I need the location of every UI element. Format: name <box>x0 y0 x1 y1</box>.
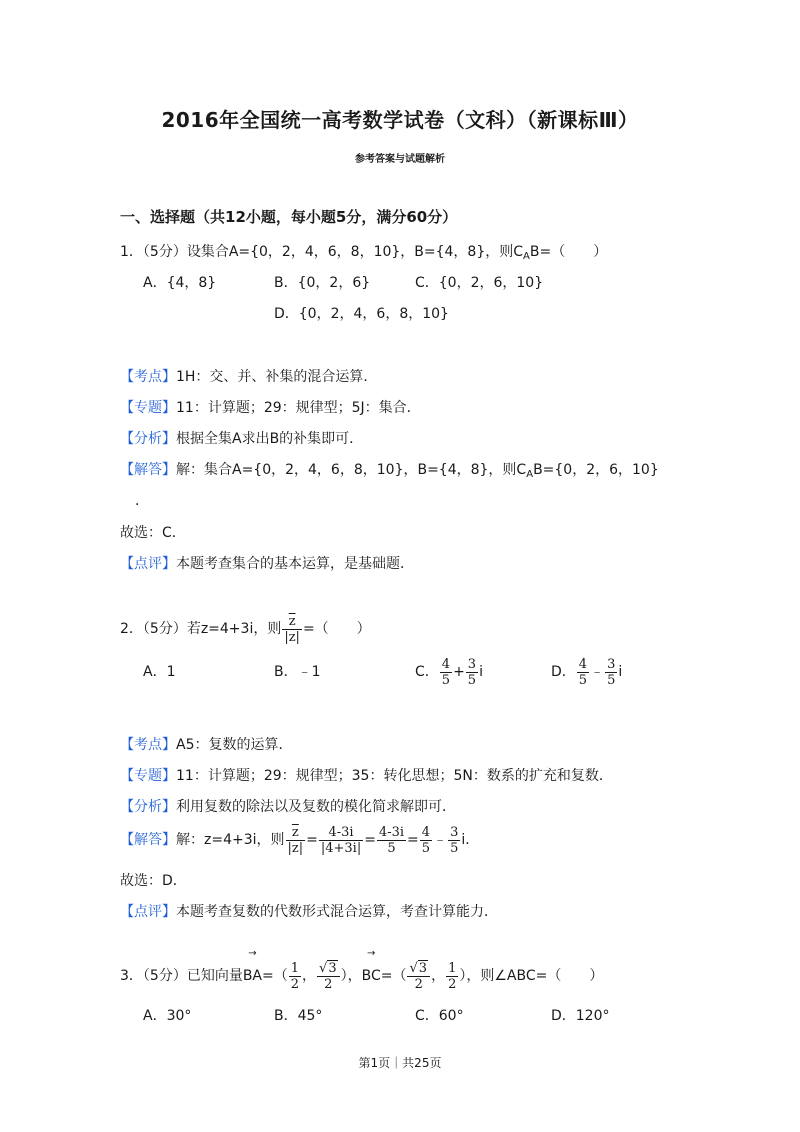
q3-stem-text: 3．（5分）已知向量 <box>120 968 243 984</box>
q2-dianping <box>120 902 498 922</box>
q2-option-b: B．﹣1 <box>274 664 321 680</box>
zhuanti-tag: 【专题】 <box>120 768 176 784</box>
equals-paren: =（ <box>380 968 407 984</box>
q1-stem-tail: B=（ ） <box>529 244 608 260</box>
q2-answer: 故选：D． <box>120 873 187 889</box>
frac-denominator: 2 <box>448 976 457 992</box>
q1-stem <box>120 242 607 267</box>
close-paren: ）， <box>340 968 362 984</box>
frac-numerator-sqrt <box>407 961 430 977</box>
frac-denominator: |z| <box>287 840 304 856</box>
fraction <box>317 961 340 992</box>
dianping-text: 本题考查复数的代数形式混合运算，考查计算能力． <box>176 904 498 920</box>
frac-numerator: 4 <box>578 656 588 672</box>
frac-denominator: 2 <box>324 976 333 992</box>
fraction <box>446 961 458 992</box>
q1-stem-subscript: A <box>523 251 530 262</box>
frac-numerator: 4-3i <box>378 824 405 840</box>
vector-label: BA <box>242 968 263 984</box>
q2-stem <box>120 612 371 646</box>
fenxi-tag: 【分析】 <box>120 431 176 447</box>
frac-denominator: 5 <box>441 672 451 688</box>
zhuanti-tag: 【专题】 <box>120 400 176 416</box>
frac-denominator: 5 <box>578 672 588 688</box>
jieda-tag: 【解答】 <box>120 832 176 848</box>
fraction <box>407 961 430 992</box>
dianping-tag: 【点评】 <box>120 904 176 920</box>
q1-stem-text: 1．（5分）设集合A={0，2，4，6，8，10}，B={4，8}，则C <box>120 244 524 260</box>
radicand: 3 <box>418 960 428 976</box>
fraction <box>420 825 432 856</box>
frac-denominator: 5 <box>387 840 396 856</box>
q2-jieda <box>120 823 479 857</box>
q1-fenxi <box>120 429 363 449</box>
vector-arrow-icon: → <box>248 948 257 959</box>
q2-fenxi <box>120 797 456 817</box>
fraction <box>377 825 406 856</box>
kaodian-text: 1H：交、并、补集的混合运算． <box>176 369 378 385</box>
jieda-tag: 【解答】 <box>120 462 176 478</box>
dianping-tag: 【点评】 <box>120 556 176 572</box>
q3-stem-tail: ），则∠ABC=（ ） <box>459 968 604 984</box>
q2-kaodian <box>120 735 292 755</box>
fenxi-text: 利用复数的除法以及复数的模化简求解即可． <box>176 799 456 815</box>
frac-denominator: 5 <box>450 840 459 856</box>
imag-unit: i <box>618 664 623 680</box>
option-label: D． <box>551 664 576 680</box>
frac-denominator: 5 <box>607 672 616 688</box>
frac-denominator: |z| <box>284 629 300 645</box>
fenxi-tag: 【分析】 <box>120 799 176 815</box>
vector-ba <box>242 948 263 994</box>
q3-option-c: C．60° <box>415 1008 464 1024</box>
q1-option-c: C．{0，2，6，10} <box>415 275 544 291</box>
sqrt-icon: √3 <box>409 960 428 976</box>
option-label: C． <box>415 664 439 680</box>
jieda-tail: i． <box>461 832 480 848</box>
page-subtitle: 参考答案与试题解析 <box>355 154 445 165</box>
frac-numerator-sqrt <box>317 961 340 977</box>
fraction <box>448 825 460 856</box>
q2-stem-tail: =（ ） <box>302 621 371 637</box>
comma: ， <box>302 968 317 984</box>
frac-numerator: 3 <box>450 824 459 840</box>
q1-zhuanti <box>120 398 421 418</box>
q1-jieda-cont: ． <box>135 493 149 509</box>
q2-option-a: A．1 <box>143 664 176 680</box>
equals-sign: = <box>407 832 419 848</box>
fraction <box>605 657 617 688</box>
equals-paren: =（ <box>262 968 288 984</box>
frac-denominator: 2 <box>290 976 300 992</box>
jieda-tail: B={0，2，6，10} <box>533 462 659 478</box>
frac-numerator: 1 <box>290 960 300 976</box>
q2-option-c <box>415 655 483 689</box>
operator: ﹣ <box>590 664 605 680</box>
frac-numerator: 3 <box>467 656 477 672</box>
frac-denominator: 5 <box>421 840 431 856</box>
fraction <box>577 657 589 688</box>
q1-dianping <box>120 554 414 574</box>
dianping-text: 本题考查集合的基本运算，是基础题． <box>176 556 414 572</box>
operator: + <box>453 664 465 680</box>
q1-kaodian <box>120 367 377 387</box>
fraction <box>319 825 363 856</box>
jieda-subscript: A <box>526 469 534 480</box>
page-footer: 第1页｜共25页 <box>358 1056 442 1070</box>
q1-answer: 故选：C． <box>120 525 186 541</box>
jieda-text: 解：集合A={0，2，4，6，8，10}，B={4，8}，则C <box>176 462 527 478</box>
page-title: 2016年全国统一高考数学试卷（文科）（新课标Ⅲ） <box>161 108 639 132</box>
q1-option-d: D．{0，2，4，6，8，10} <box>274 306 449 322</box>
q1-jieda <box>120 460 659 485</box>
zhuanti-text: 11：计算题；29：规律型；35：转化思想；5N：数系的扩充和复数． <box>176 768 613 784</box>
fraction <box>289 961 301 992</box>
frac-denominator: 2 <box>414 976 423 992</box>
frac-numerator: 4 <box>441 656 451 672</box>
sqrt-icon: √3 <box>319 960 337 976</box>
q3-stem <box>120 948 604 994</box>
q2-option-d <box>551 655 622 689</box>
comma: ， <box>431 968 446 984</box>
q2-stem-text: 2．（5分）若z=4+3i，则 <box>120 621 282 637</box>
equals-sign: = <box>364 832 376 848</box>
frac-numerator: $\overline{z}$ <box>286 825 306 841</box>
equals-sign: = <box>306 832 318 848</box>
jieda-text: 解：z=4+3i，则 <box>176 832 285 848</box>
q1-option-a: A．{4，8} <box>143 275 217 291</box>
q1-option-b: B．{0，2，6} <box>274 275 371 291</box>
fraction <box>286 825 306 856</box>
frac-numerator: $\overline{z}$ <box>282 614 302 630</box>
q3-option-b: B．45° <box>274 1008 323 1024</box>
operator: ﹣ <box>433 832 448 848</box>
section-heading: 一、选择题（共12小题，每小题5分，满分60分） <box>120 208 458 226</box>
vector-bc <box>361 948 381 994</box>
vector-label: BC <box>361 968 381 984</box>
q2-stem-fraction <box>282 614 302 645</box>
q2-zhuanti <box>120 766 613 786</box>
kaodian-tag: 【考点】 <box>120 369 176 385</box>
imag-unit: i <box>479 664 483 680</box>
q3-option-a: A．30° <box>143 1008 192 1024</box>
kaodian-tag: 【考点】 <box>120 737 176 753</box>
frac-numerator: 1 <box>448 960 457 976</box>
fraction <box>440 657 452 688</box>
vector-arrow-icon: → <box>366 948 376 959</box>
fenxi-text: 根据全集A求出B的补集即可． <box>176 431 364 447</box>
q3-option-d: D．120° <box>551 1008 610 1024</box>
frac-numerator: 4-3i <box>319 825 363 841</box>
fraction <box>466 657 478 688</box>
frac-denominator: |4+3i| <box>320 840 362 856</box>
frac-numerator: 3 <box>607 656 616 672</box>
kaodian-text: A5：复数的运算． <box>176 737 293 753</box>
zhuanti-text: 11：计算题；29：规律型；5J：集合． <box>176 400 421 416</box>
frac-denominator: 5 <box>467 672 477 688</box>
frac-numerator: 4 <box>421 824 431 840</box>
radicand: 3 <box>328 960 337 976</box>
